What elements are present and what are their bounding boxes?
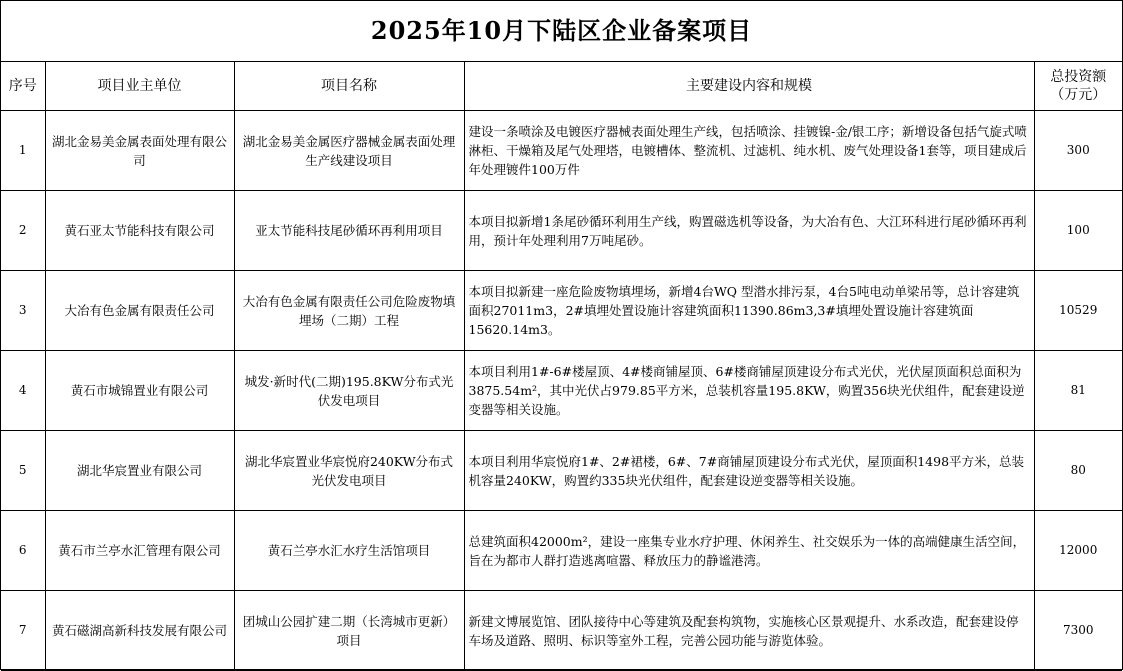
table-row [1,431,1122,511]
cell-amount: 12000 [1034,511,1122,591]
table-row [1,191,1122,271]
cell-name: 湖北华宸置业华宸悦府240KW分布式光伏发电项目 [234,431,464,511]
cell-name: 黄石兰亭水汇水疗生活馆项目 [234,511,464,591]
cell-no: 7 [1,591,45,671]
table-row [1,511,1122,591]
cell-amount: 100 [1034,191,1122,271]
project-table [1,62,1122,671]
header-name: 项目名称 [234,62,464,111]
cell-name: 大冶有色金属有限责任公司危险废物填埋场（二期）工程 [234,271,464,351]
cell-desc: 本项目利用1#-6#楼屋顶、4#楼商铺屋顶、6#楼商铺屋顶建设分布式光伏，光伏屋顶面积总面积为3875.54m²，其中光伏占979.85平方米，总装机容量195.8KW，购置356块光伏组件，配套建设逆变器等相关设施。 [464,351,1034,431]
cell-amount: 80 [1034,431,1122,511]
cell-unit: 黄石市兰亭水汇管理有限公司 [45,511,234,591]
header-unit: 项目业主单位 [45,62,234,111]
page-title: 2025年10月下陆区企业备案项目 [1,1,1122,62]
cell-name: 团城山公园扩建二期（长湾城市更新）项目 [234,591,464,671]
cell-no: 6 [1,511,45,591]
cell-unit: 黄石亚太节能科技有限公司 [45,191,234,271]
cell-amount: 81 [1034,351,1122,431]
cell-amount: 7300 [1034,591,1122,671]
cell-unit: 湖北金易美金属表面处理有限公司 [45,111,234,191]
table-header-row [1,62,1122,111]
cell-unit: 大冶有色金属有限责任公司 [45,271,234,351]
table-row [1,111,1122,191]
cell-unit: 黄石市城锦置业有限公司 [45,351,234,431]
cell-desc: 本项目拟新建一座危险废物填埋场，新增4台WQ 型潜水排污泵，4台5吨电动单梁吊等，总计容建筑面积27011m3，2#填埋处置设施计容建筑面积11390.86m3,3#填埋处置设施计容建筑面15620.14m3。 [464,271,1034,351]
cell-desc: 本项目利用华宸悦府1#、2#裙楼，6#、7#商铺屋顶建设分布式光伏，屋顶面积1498平方米，总装机容量240KW，购置约335块光伏组件，配套建设逆变器等相关设施。 [464,431,1034,511]
cell-desc: 建设一条喷涂及电镀医疗器械表面处理生产线，包括喷涂、挂镀镍-金/银工序；新增设备包括气旋式喷淋柜、干燥箱及尾气处理塔，电镀槽体、整流机、过滤机、纯水机、废气处理设备1套等，项目建成后年处理镀件100万件 [464,111,1034,191]
cell-name: 城发·新时代(二期)195.8KW分布式光伏发电项目 [234,351,464,431]
cell-unit: 黄石磁湖高新科技发展有限公司 [45,591,234,671]
header-amount-line2: （万元） [1050,87,1107,103]
cell-name: 湖北金易美金属医疗器械金属表面处理生产线建设项目 [234,111,464,191]
cell-no: 2 [1,191,45,271]
cell-no: 4 [1,351,45,431]
cell-desc: 本项目拟新增1条尾砂循环利用生产线，购置磁选机等设备，为大冶有色、大江环科进行尾砂循环再利用，预计年处理利用7万吨尾砂。 [464,191,1034,271]
cell-name: 亚太节能科技尾砂循环再利用项目 [234,191,464,271]
cell-desc: 总建筑面积42000m²，建设一座集专业水疗护理、休闲养生、社交娱乐为一体的高端健康生活空间，旨在为都市人群打造逃离喧嚣、释放压力的静谧港湾。 [464,511,1034,591]
header-amount-line1: 总投资额 [1050,69,1107,85]
cell-no: 3 [1,271,45,351]
header-no: 序号 [1,62,45,111]
cell-amount: 300 [1034,111,1122,191]
cell-no: 5 [1,431,45,511]
header-amount [1034,62,1122,111]
cell-no: 1 [1,111,45,191]
table-row [1,351,1122,431]
header-desc: 主要建设内容和规模 [464,62,1034,111]
cell-amount: 10529 [1034,271,1122,351]
cell-unit: 湖北华宸置业有限公司 [45,431,234,511]
table-row [1,591,1122,671]
cell-desc: 新建文博展览馆、团队接待中心等建筑及配套构筑物，实施核心区景观提升、水系改造，配套建设停车场及道路、照明、标识等室外工程，完善公园功能与游览体验。 [464,591,1034,671]
table-row [1,271,1122,351]
